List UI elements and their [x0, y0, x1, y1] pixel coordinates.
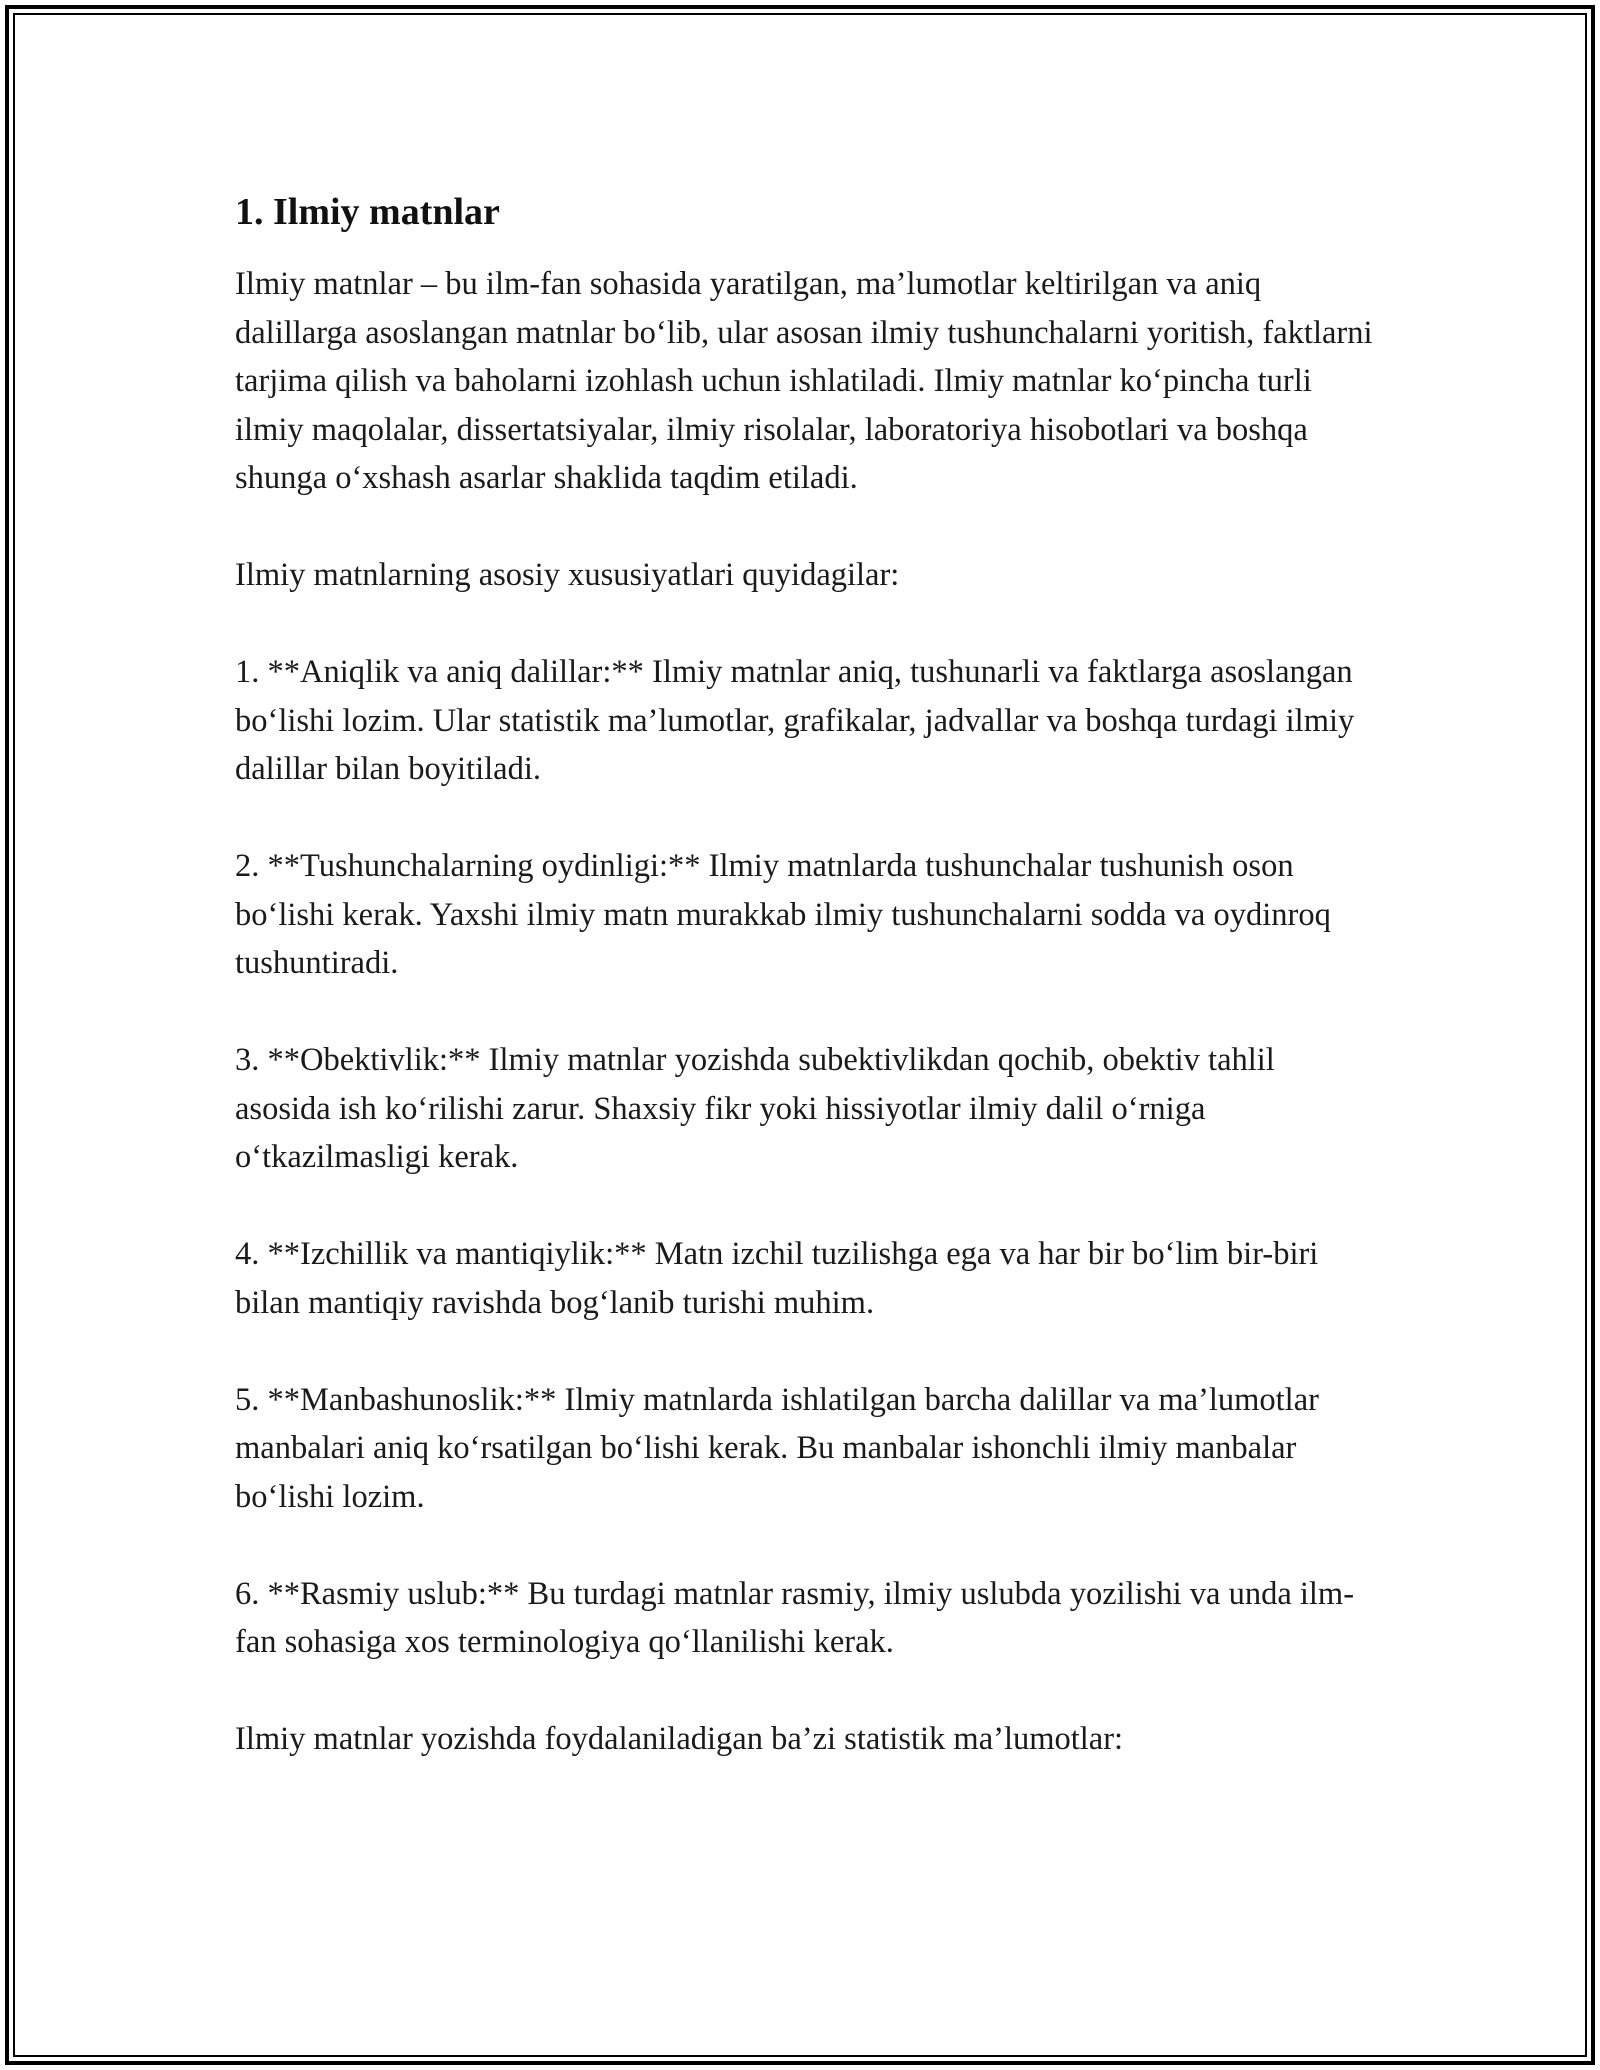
feature-item-clarity: 2. **Tushunchalarning oydinligi:** Ilmiy matnlarda tushunchalar tushunish oson bo‘lishi kerak. Yaxshi ilmiy matn murakkab ilmiy tushunchalarni sodda va oydinroq tushuntiradi. — [235, 848, 1331, 981]
feature-item-coherence: 4. **Izchillik va mantiqiylik:** Matn izchil tuzilishga ega va har bir bo‘lim bir-biri bilan mantiqiy ravishda bog‘lanib turishi muhim. — [235, 1236, 1319, 1321]
features-intro-paragraph: Ilmiy matnlarning asosiy xususiyatlari quyidagilar: — [235, 557, 900, 593]
section-heading: 1. Ilmiy matnlar — [235, 191, 500, 233]
feature-item-objectivity: 3. **Obektivlik:** Ilmiy matnlar yozishda subektivlikdan qochib, obektiv tahlil asosida ish ko‘rilishi zarur. Shaxsiy fikr yoki hissiyotlar ilmiy dalil o‘rniga o‘tkazilmasligi kerak. — [235, 1042, 1275, 1175]
intro-paragraph: Ilmiy matnlar – bu ilm-fan sohasida yaratilgan, ma’lumotlar keltirilgan va aniq dalillarga asoslangan matnlar bo‘lib, ular asosan ilmiy tushunchalarni yoritish, faktlarni tarjima qilish va baholarni izohlash uchun ishlatiladi. Ilmiy matnlar ko‘pincha turli ilmiy maqolalar, dissertatsiyalar, ilmiy risolalar, laboratoriya hisobotlari va boshqa shunga o‘xshash asarlar shaklida taqdim etiladi. — [235, 266, 1373, 496]
feature-item-formal-style: 6. **Rasmiy uslub:** Bu turdagi matnlar rasmiy, ilmiy uslubda yozilishi va unda ilm-fan sohasiga xos terminologiya qo‘llanilishi kerak. — [235, 1575, 1355, 1660]
statistics-intro-paragraph: Ilmiy matnlar yozishda foydalaniladigan ba’zi statistik ma’lumotlar: — [235, 1721, 1124, 1757]
feature-item-sources: 5. **Manbashunoslik:** Ilmiy matnlarda ishlatilgan barcha dalillar va ma’lumotlar manbalari aniq ko‘rsatilgan bo‘lishi kerak. Bu manbalar ishonchli ilmiy manbalar bo‘lishi lozim. — [235, 1381, 1319, 1515]
feature-item-accuracy: 1. **Aniqlik va aniq dalillar:** Ilmiy matnlar aniq, tushunarli va faktlarga asoslangan bo‘lishi lozim. Ular statistik ma’lumotlar, grafikalar, jadvallar va boshqa turdagi ilmiy dalillar bilan boyitiladi. — [235, 654, 1355, 787]
document-body — [235, 188, 1375, 1812]
